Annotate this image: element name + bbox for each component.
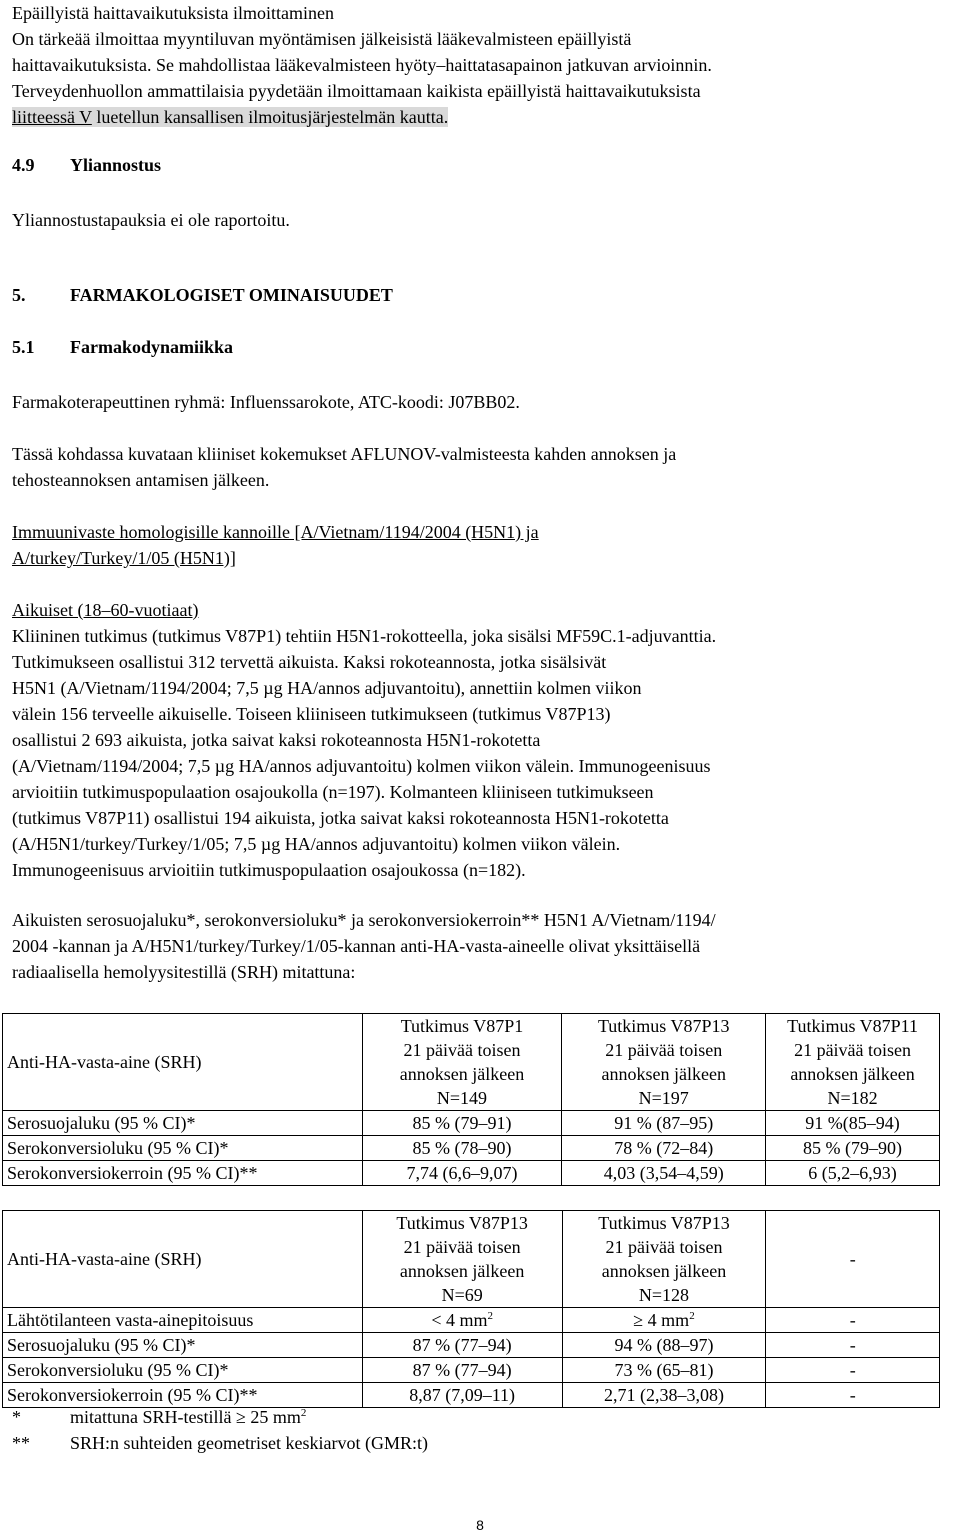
- column-header-line: annoksen jälkeen: [399, 1064, 525, 1084]
- reporting-title: Epäillyistä haittavaikutuksista ilmoittaminen: [12, 3, 334, 23]
- footnote-mark: **: [12, 1433, 30, 1453]
- table-column-header: [562, 1014, 766, 1111]
- table-cell: Serosuojaluku (95 % CI)*: [3, 1111, 363, 1136]
- table-header-row: [3, 1014, 940, 1111]
- table-column-header: [562, 1211, 766, 1308]
- reporting-line-2: haittavaikutuksista. Se mahdollistaa lääkevalmisteen hyöty–haittatasapainon jatkuvan arvioinnin.: [12, 55, 712, 75]
- section-4-9-number: 4.9: [12, 155, 35, 175]
- overdose-text: Yliannostustapauksia ei ole raportoitu.: [12, 210, 290, 230]
- table-cell: 91 % (87–95): [562, 1111, 766, 1136]
- adults-line: (A/Vietnam/1194/2004; 7,5 µg HA/annos adjuvantoitu) kolmen viikon välein. Immunogeenisuus: [12, 756, 711, 776]
- table-cell: 94 % (88–97): [562, 1333, 766, 1358]
- table-cell: 85 % (79–91): [362, 1111, 562, 1136]
- column-header-line: N=69: [441, 1285, 483, 1305]
- column-header-line: Tutkimus V87P13: [396, 1213, 528, 1233]
- table-cell: 7,74 (6,6–9,07): [362, 1161, 562, 1186]
- column-header-line: Tutkimus V87P11: [787, 1016, 918, 1036]
- section-5-1-title: Farmakodynamiikka: [70, 337, 234, 357]
- column-header-line: 21 päivää toisen: [403, 1040, 521, 1060]
- column-header-line: N=197: [638, 1088, 689, 1108]
- superscript: 2: [300, 1407, 307, 1419]
- table-column-header: [362, 1014, 562, 1111]
- reporting-line-1: On tärkeää ilmoittaa myyntiluvan myöntämisen jälkeisistä lääkevalmisteen epäillyistä: [12, 29, 632, 49]
- table-cell: Serokonversioluku (95 % CI)*: [3, 1358, 363, 1383]
- section-5-heading: [12, 285, 393, 306]
- column-header-line: Tutkimus V87P1: [400, 1016, 524, 1036]
- table-cell: -: [766, 1308, 940, 1333]
- footnote-text: [70, 1404, 306, 1430]
- column-header-line: N=149: [436, 1088, 488, 1108]
- footnote: [12, 1404, 428, 1430]
- column-header-line: 21 päivää toisen: [794, 1040, 912, 1060]
- reporting-line-4-text: [12, 107, 448, 127]
- annex-v-link[interactable]: liitteessä V: [12, 107, 92, 127]
- column-header-line: N=182: [827, 1088, 878, 1108]
- srh-line-1: Aikuisten serosuojaluku*, serokonversioluku* ja serokonversiokerroin** H5N1 A/Vietnam/1194/: [12, 910, 716, 930]
- reporting-section: [12, 0, 712, 130]
- footnote-text: SRH:n suhteiden geometriset keskiarvot (GMR:t): [70, 1433, 428, 1453]
- footnote: [12, 1430, 428, 1456]
- table-cell: [562, 1308, 766, 1333]
- adults-line: Immunogeenisuus arvioitiin tutkimuspopulaation osajoukossa (n=182).: [12, 860, 526, 880]
- table-cell: 87 % (77–94): [362, 1358, 562, 1383]
- column-header-line: 21 päivää toisen: [605, 1237, 723, 1257]
- table-cell: 91 %(85–94): [766, 1111, 940, 1136]
- table-row: [3, 1136, 940, 1161]
- footnotes: [12, 1404, 428, 1456]
- intro-line-2: tehosteannoksen antamisen jälkeen.: [12, 470, 270, 490]
- table-cell: 73 % (65–81): [562, 1358, 766, 1383]
- adults-paragraph: [12, 597, 716, 883]
- table-column-header: -: [766, 1211, 940, 1308]
- column-header-line: annoksen jälkeen: [601, 1064, 726, 1084]
- column-header-line: Tutkimus V87P13: [598, 1213, 730, 1233]
- table-cell: 8,87 (7,09–11): [362, 1383, 562, 1408]
- table-column-header: [362, 1211, 562, 1308]
- section-4-9-heading: [12, 155, 161, 176]
- footnote-text-body: mitattuna SRH-testillä ≥ 25 mm: [70, 1407, 301, 1427]
- table-cell: Serokonversioluku (95 % CI)*: [3, 1136, 363, 1161]
- column-header-line: annoksen jälkeen: [601, 1261, 727, 1281]
- table-cell: 6 (5,2–6,93): [766, 1161, 940, 1186]
- table-row: [3, 1333, 940, 1358]
- baseline-value: ≥ 4 mm: [633, 1310, 690, 1330]
- baseline-value: < 4 mm: [431, 1310, 488, 1330]
- table-header-row: [3, 1211, 940, 1308]
- adults-line: H5N1 (A/Vietnam/1194/2004; 7,5 µg HA/annos adjuvantoitu), annettiin kolmen viikon: [12, 678, 642, 698]
- table-column-header: [766, 1014, 940, 1111]
- section-5-1-number: 5.1: [12, 337, 35, 357]
- page-number: 8: [476, 1517, 484, 1533]
- column-header-line: 21 päivää toisen: [605, 1040, 723, 1060]
- table-row: [3, 1161, 940, 1186]
- intro-line-1: Tässä kohdassa kuvataan kliiniset kokemukset AFLUNOV-valmisteesta kahden annoksen ja: [12, 444, 677, 464]
- table-cell: Lähtötilanteen vasta-ainepitoisuus: [3, 1308, 363, 1333]
- adults-line: osallistui 2 693 aikuista, jotka saivat kaksi rokoteannosta H5N1-rokotetta: [12, 730, 541, 750]
- adults-line: Tutkimukseen osallistui 312 tervettä aikuista. Kaksi rokoteannosta, jotka sisälsivät: [12, 652, 607, 672]
- table-cell: 4,03 (3,54–4,59): [562, 1161, 766, 1186]
- column-header-line: Tutkimus V87P13: [597, 1016, 730, 1036]
- superscript: 2: [487, 1310, 493, 1322]
- section-5-number: 5.: [12, 285, 26, 305]
- adults-line: (A/H5N1/turkey/Turkey/1/05; 7,5 µg HA/annos adjuvantoitu) kolmen viikon välein.: [12, 834, 621, 854]
- table-row-header: Anti-HA-vasta-aine (SRH): [3, 1211, 363, 1308]
- srh-line-2: 2004 -kannan ja A/H5N1/turkey/Turkey/1/05-kannan anti-HA-vasta-aineelle olivat yksittäisellä: [12, 936, 701, 956]
- table-row: [3, 1111, 940, 1136]
- reporting-line-3: Terveydenhuollon ammattilaisia pyydetään ilmoittamaan kaikista epäillyistä haittavaikutuksista: [12, 81, 701, 101]
- column-header-line: annoksen jälkeen: [790, 1064, 915, 1084]
- table-cell: Serosuojaluku (95 % CI)*: [3, 1333, 363, 1358]
- adults-line: arvioitiin tutkimuspopulaation osajoukolla (n=197). Kolmanteen kliiniseen tutkimukseen: [12, 782, 654, 802]
- footnote-mark: *: [12, 1407, 21, 1427]
- table-cell: 85 % (78–90): [362, 1136, 562, 1161]
- srh-table-1: [2, 1013, 940, 1186]
- superscript: 2: [689, 1310, 695, 1322]
- table-cell: 2,71 (2,38–3,08): [562, 1383, 766, 1408]
- intro-paragraph: [12, 441, 676, 493]
- immune-heading-line-1: Immuunivaste homologisille kannoille [A/Vietnam/1194/2004 (H5N1) ja: [12, 522, 539, 542]
- table-cell: -: [766, 1358, 940, 1383]
- table-cell: Serokonversiokerroin (95 % CI)**: [3, 1161, 363, 1186]
- atc-paragraph: Farmakoterapeuttinen ryhmä: Influenssarokote, ATC-koodi: J07BB02.: [12, 392, 520, 412]
- reporting-line-4: [12, 104, 712, 130]
- table-cell: -: [766, 1383, 940, 1408]
- srh-line-3: radiaalisella hemolyysitestillä (SRH) mitattuna:: [12, 962, 356, 982]
- section-5-title: FARMAKOLOGISET OMINAISUUDET: [70, 285, 393, 305]
- adults-heading: Aikuiset (18–60-vuotiaat): [12, 600, 199, 620]
- table-cell: -: [766, 1333, 940, 1358]
- section-4-9-title: Yliannostus: [70, 155, 162, 175]
- srh-table-2: [2, 1210, 940, 1408]
- adults-line: välein 156 terveelle aikuiselle. Toiseen kliiniseen tutkimukseen (tutkimus V87P13): [12, 704, 611, 724]
- table-cell: [362, 1308, 562, 1333]
- immune-heading-line-2: A/turkey/Turkey/1/05 (H5N1)]: [12, 548, 236, 568]
- srh-paragraph: [12, 907, 716, 985]
- table-cell: Serokonversiokerroin (95 % CI)**: [3, 1383, 363, 1408]
- table-row: [3, 1358, 940, 1383]
- table-cell: 78 % (72–84): [562, 1136, 766, 1161]
- column-header-line: N=128: [638, 1285, 690, 1305]
- section-5-1-heading: [12, 337, 233, 358]
- table-cell: 87 % (77–94): [362, 1333, 562, 1358]
- adults-line: Kliininen tutkimus (tutkimus V87P1) tehtiin H5N1-rokotteella, joka sisälsi MF59C.1-adjuvanttia.: [12, 626, 717, 646]
- table-row-header: Anti-HA-vasta-aine (SRH): [3, 1014, 363, 1111]
- column-header-line: annoksen jälkeen: [399, 1261, 525, 1281]
- table-cell: 85 % (79–90): [766, 1136, 940, 1161]
- immune-heading: [12, 519, 539, 571]
- adults-line: (tutkimus V87P11) osallistui 194 aikuista, jotka saivat kaksi rokoteannosta H5N1-rokotetta: [12, 808, 669, 828]
- reporting-line-4-rest: luetellun kansallisen ilmoitusjärjestelmän kautta.: [91, 107, 449, 127]
- column-header-line: 21 päivää toisen: [403, 1237, 521, 1257]
- table-row: [3, 1308, 940, 1333]
